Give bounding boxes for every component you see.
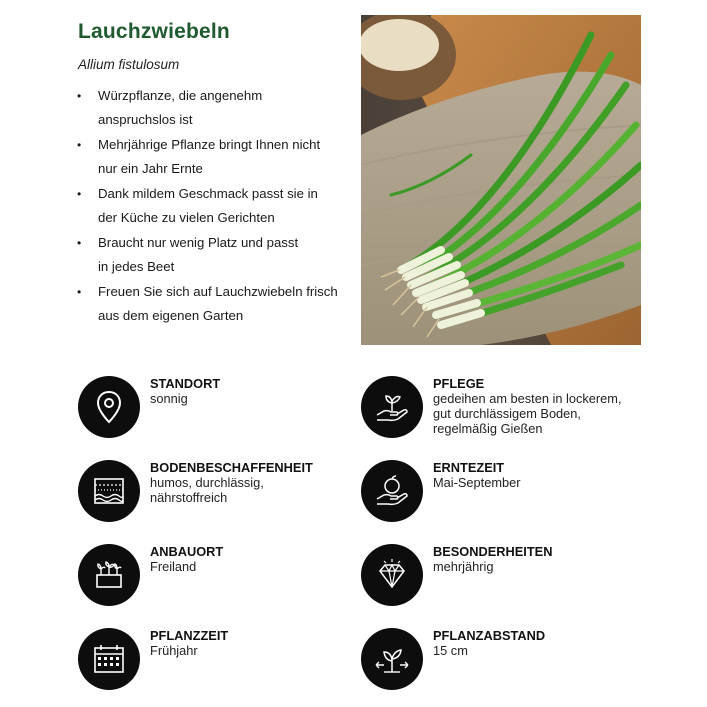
feature-value: Mai-September — [433, 475, 521, 490]
bullet-line: der Küche zu vielen Gerichten — [98, 210, 275, 225]
feature-pflege — [361, 376, 641, 440]
feature-value: gut durchlässigem Boden, — [433, 406, 581, 421]
bullet-line: in jedes Beet — [98, 259, 175, 274]
icon-circle — [78, 460, 140, 522]
bullet-item — [74, 231, 344, 279]
feature-value: 15 cm — [433, 643, 468, 658]
bullet-item — [74, 84, 344, 132]
hand-fruit-icon — [372, 471, 412, 511]
diamond-icon — [372, 555, 412, 595]
feature-label: PFLANZABSTAND — [433, 628, 546, 643]
bullet-line: aus dem eigenen Garten — [98, 308, 244, 323]
feature-value: Frühjahr — [150, 643, 198, 658]
feature-label: PFLEGE — [433, 376, 485, 391]
bullet-line: Freuen Sie sich auf Lauchzwiebeln frisch — [98, 284, 338, 299]
feature-label: ANBAUORT — [150, 544, 224, 559]
icon-circle — [361, 460, 423, 522]
product-title: Lauchzwiebeln — [78, 20, 230, 43]
feature-value: sonnig — [150, 391, 188, 406]
seedling-spacing-icon — [372, 639, 412, 679]
feature-value: humos, durchlässig, — [150, 475, 264, 490]
feature-erntezeit — [361, 460, 641, 524]
icon-circle — [361, 628, 423, 690]
soil-layers-icon — [89, 471, 129, 511]
feature-label: STANDORT — [150, 376, 221, 391]
feature-value: mehrjährig — [433, 559, 494, 574]
latin-name: Allium fistulosum — [78, 57, 180, 72]
feature-label: PFLANZZEIT — [150, 628, 229, 643]
product-photo — [361, 15, 641, 345]
icon-circle — [78, 376, 140, 438]
bullet-line: Mehrjährige Pflanze bringt Ihnen nicht — [98, 137, 321, 152]
icon-circle — [78, 628, 140, 690]
feature-value: Freiland — [150, 559, 197, 574]
feature-pflanzzeit — [78, 628, 358, 692]
icon-circle — [361, 376, 423, 438]
spring-onion-illustration — [361, 15, 641, 345]
feature-besonderheiten — [361, 544, 641, 608]
garden-bed-icon — [89, 555, 129, 595]
bullet-line: Dank mildem Geschmack passt sie in — [98, 186, 318, 201]
bullet-item — [74, 133, 344, 181]
feature-label: BESONDERHEITEN — [433, 544, 553, 559]
feature-value: regelmäßig Gießen — [433, 421, 543, 436]
bullet-item — [74, 182, 344, 230]
feature-pflanzabstand — [361, 628, 641, 692]
icon-circle — [361, 544, 423, 606]
location-pin-icon — [89, 387, 129, 427]
feature-bullet-list — [74, 84, 344, 329]
icon-circle — [78, 544, 140, 606]
feature-value: nährstoffreich — [150, 490, 228, 505]
feature-label: ERNTEZEIT — [433, 460, 505, 475]
bullet-item — [74, 280, 344, 328]
feature-value: gedeihen am besten in lockerem, — [433, 391, 622, 406]
calendar-icon — [89, 639, 129, 679]
bullet-line: Würzpflanze, die angenehm — [98, 88, 263, 103]
feature-bodenbeschaffenheit — [78, 460, 358, 524]
feature-standort — [78, 376, 358, 440]
hand-plant-icon — [372, 387, 412, 427]
bullet-line: Braucht nur wenig Platz und passt — [98, 235, 299, 250]
bullet-line: anspruchslos ist — [98, 112, 193, 127]
bullet-line: nur ein Jahr Ernte — [98, 161, 203, 176]
feature-anbauort — [78, 544, 358, 608]
feature-label: BODENBESCHAFFENHEIT — [150, 460, 313, 475]
